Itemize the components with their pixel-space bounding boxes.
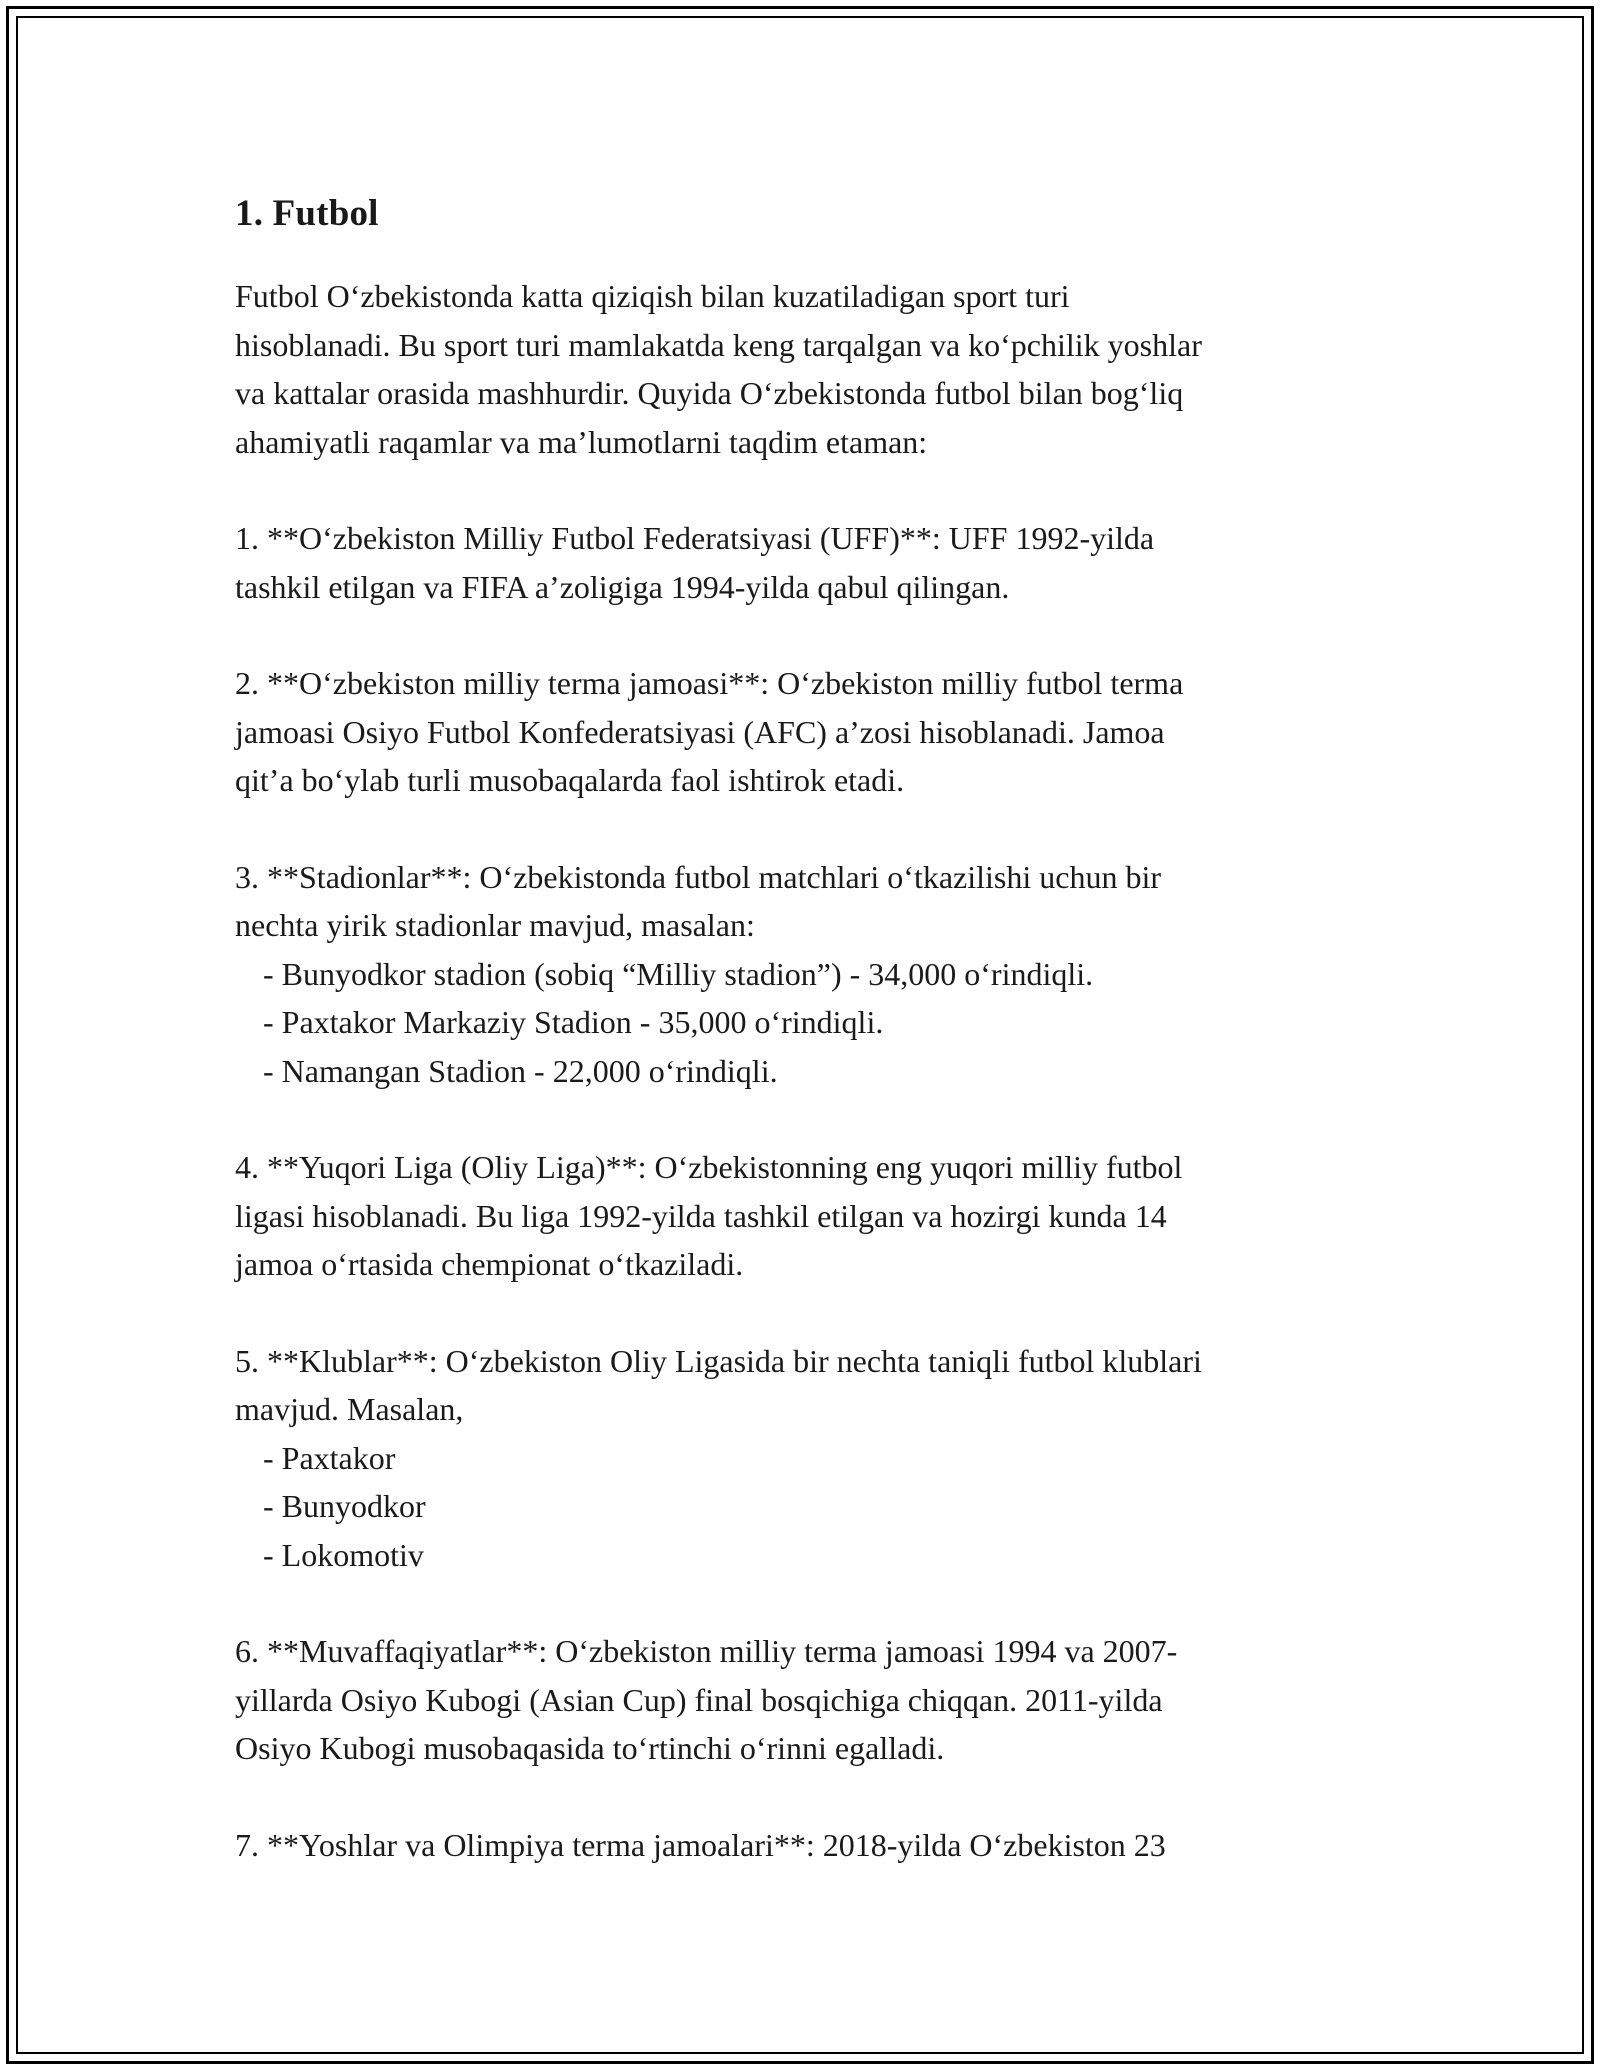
text-line: ligasi hisoblanadi. Bu liga 1992-yilda tashkil etilgan va hozirgi kunda 14 xyxy=(235,1197,1167,1234)
text-line: Osiyo Kubogi musobaqasida to‘rtinchi o‘rinni egalladi. xyxy=(235,1730,945,1766)
item-league xyxy=(235,1143,1365,1289)
text-line: 6. **Muvaffaqiyatlar**: O‘zbekiston milliy terma jamoasi 1994 va 2007- xyxy=(235,1633,1178,1669)
item-federation xyxy=(235,514,1365,611)
text-line: 7. **Yoshlar va Olimpiya terma jamoalari**: 2018-yilda O‘zbekiston 23 xyxy=(235,1826,1166,1863)
text-line: qit’a bo‘ylab turli musobaqalarda faol ishtirok etadi. xyxy=(235,762,905,798)
text-line: mavjud. Masalan, xyxy=(235,1391,464,1427)
list-item: - Paxtakor Markaziy Stadion - 35,000 o‘rindiqli. xyxy=(263,1004,884,1040)
text-line: hisoblanadi. Bu sport turi mamlakatda keng tarqalgan va ko‘pchilik yoshlar xyxy=(235,326,1202,363)
text-line: jamoa o‘rtasida chempionat o‘tkaziladi. xyxy=(235,1246,744,1282)
item-clubs xyxy=(235,1337,1365,1580)
list-item: - Bunyodkor stadion (sobiq “Milliy stadion”) - 34,000 o‘rindiqli. xyxy=(263,955,1094,992)
item-youth-teams xyxy=(235,1821,1365,1870)
item-stadiums xyxy=(235,853,1365,1096)
item-national-team xyxy=(235,659,1365,805)
text-line: nechta yirik stadionlar mavjud, masalan: xyxy=(235,907,755,943)
list-item: - Namangan Stadion - 22,000 o‘rindiqli. xyxy=(263,1052,778,1089)
text-line: 2. **O‘zbekiston milliy terma jamoasi**: O‘zbekiston milliy futbol terma xyxy=(235,665,1184,701)
text-line: 5. **Klublar**: O‘zbekiston Oliy Ligasida bir nechta taniqli futbol klublari xyxy=(235,1342,1202,1379)
text-line: tashkil etilgan va FIFA a’zoligiga 1994-yilda qabul qilingan. xyxy=(235,568,1010,605)
section-title: 1. Futbol xyxy=(235,193,379,234)
document-body xyxy=(235,186,1365,1917)
list-item: - Lokomotiv xyxy=(263,1536,424,1573)
list-item: - Paxtakor xyxy=(263,1439,396,1476)
text-line: Futbol O‘zbekistonda katta qiziqish bilan kuzatiladigan sport turi xyxy=(235,278,1070,314)
text-line: 3. **Stadionlar**: O‘zbekistonda futbol matchlari o‘tkazilishi uchun bir xyxy=(235,858,1162,895)
item-achievements xyxy=(235,1627,1365,1773)
list-item: - Bunyodkor xyxy=(263,1488,426,1524)
text-line: ahamiyatli raqamlar va ma’lumotlarni taqdim etaman: xyxy=(235,423,928,460)
text-line: yillarda Osiyo Kubogi (Asian Cup) final bosqichiga chiqqan. 2011-yilda xyxy=(235,1681,1163,1718)
text-line: 1. **O‘zbekiston Milliy Futbol Federatsiyasi (UFF)**: UFF 1992-yilda xyxy=(235,520,1155,556)
intro-paragraph xyxy=(235,272,1365,466)
text-line: jamoasi Osiyo Futbol Konfederatsiyasi (AFC) a’zosi hisoblanadi. Jamoa xyxy=(235,713,1165,750)
text-line: 4. **Yuqori Liga (Oliy Liga)**: O‘zbekistonning eng yuqori milliy futbol xyxy=(235,1149,1183,1185)
text-line: va kattalar orasida mashhurdir. Quyida O‘zbekistonda futbol bilan bog‘liq xyxy=(235,375,1184,411)
